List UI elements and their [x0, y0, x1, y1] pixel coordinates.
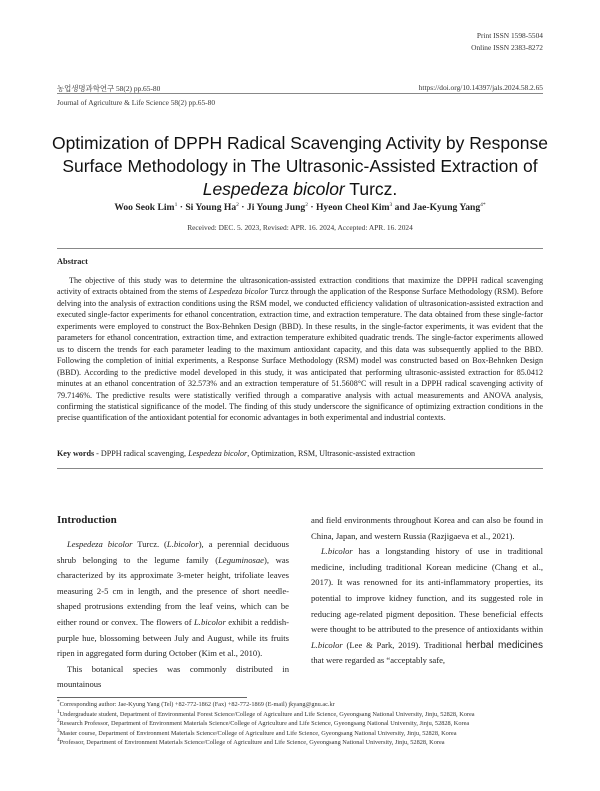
footnote [57, 719, 543, 729]
intro-paragraph [311, 544, 543, 669]
title-line-2: Surface Methodology in The Ultrasonic-Assisted Extraction of [62, 156, 538, 176]
submission-dates: Received: DEC. 5. 2023, Revised: APR. 16. 2024, Accepted: APR. 16. 2024 [187, 223, 413, 232]
author-name: Woo Seok Lim [114, 202, 175, 213]
author-name: Hyeon Cheol Kim [315, 202, 390, 213]
text-run: Turcz. ( [132, 539, 167, 549]
intro-paragraph: and field environments throughout Korea and can also be found in China, Japan, and western Russia (Razjigaeva et al., 2021). [311, 515, 543, 541]
journal-english: Journal of Agriculture & Life Science 58(2) pp.65-80 [57, 98, 216, 107]
text-run: exhibit a reddish-purple hue, blossoming between July and August, while its fruits ripen in aggregated form during October (Kim et al., 2010). [57, 616, 289, 659]
keywords-label: Key words [57, 449, 95, 458]
online-issn: Online ISSN 2383-8272 [471, 43, 543, 52]
footnote-mark: 3 [57, 727, 60, 734]
author-name: Si Young Ha [185, 202, 237, 213]
text-run: ), a perennial deciduous shrub belonging to the legume family ( [57, 539, 290, 565]
keywords-b: , Optimization, RSM, Ultrasonic-assisted extraction [247, 449, 416, 458]
title-species: Lespedeza bicolor [202, 179, 345, 199]
header-rule [57, 93, 543, 94]
journal-korean: 농업생명과학연구 58(2) pp.65-80 [57, 84, 161, 93]
footnote [57, 729, 543, 739]
intro-left-column [57, 537, 289, 693]
author-affil: 2 [305, 201, 308, 208]
print-issn: Print ISSN 1598-5504 [476, 31, 543, 40]
keywords [57, 449, 543, 458]
species-abbr: L.bicolor [321, 546, 353, 557]
species-abbr: L.bicolor [194, 616, 226, 627]
footnote-mark: 1 [57, 708, 60, 715]
abstract-bottom-rule [57, 468, 543, 469]
intro-paragraph [57, 537, 289, 662]
keywords-dash: - [94, 449, 101, 458]
abstract-part-a: The objective of this study was to determine the ultrasonication-assisted extraction conditions that maximize the DPPH radical scavenging activity of extracts obtained from the stems of [57, 276, 543, 297]
herbal-medicines: herbal medicines [465, 639, 543, 651]
intro-right-column [311, 513, 543, 669]
text-run: ), was characterized by its approximate 3-meter height, trifoliate leaves measuring 2-5 cm in length, and the presence of short needle-shaped protrusions extending from the leaf veins, which can be either round or convex. The flowers of [57, 554, 289, 627]
family-name: Leguminosae [218, 554, 264, 565]
footnote-mark: 2 [57, 717, 60, 724]
footnote-text: Undergraduate student, Department of Environmental Forest Science/College of Agriculture and Life Science, Gyeongsang National University, Jinju, 52828, Korea [59, 710, 475, 718]
title-line-3 [40, 178, 560, 201]
abstract-text [57, 275, 543, 424]
author-list: Woo Seok Lim$^1$ · Si Young $Ha^2 \cdot Ji$ Young Jung$^2$ · Hyeon Cheol Kim$^3$ and Jae-Kyung Yang$^{4*}$ [114, 201, 486, 213]
doi-link[interactable]: https://doi.org/10.14397/jals.2024.58.2.65 [418, 83, 543, 92]
footnotes [57, 700, 543, 748]
text-run: (Lee & Park, 2019). Traditional [342, 639, 466, 650]
footnote [57, 710, 543, 720]
footnote-text: Corresponding author: Jae-Kyung Yang (Tel) +82-772-1862 (Fax) +82-772-1869 (E-mail) jkyang@gnu.ac.kr [59, 701, 335, 708]
footnote-text: Professor, Department of Environment Materials Science/College of Agriculture and Life Science, Gyeongsang National University, Jinju, 52828, Korea [59, 739, 445, 746]
footnote [57, 700, 543, 710]
title-line-1: Optimization of DPPH Radical Scavenging Activity by Response [51, 133, 549, 153]
author-affil: 3 [389, 201, 393, 208]
footnote-mark: * [57, 698, 60, 705]
abstract-species: Lespedeza bicolor [208, 287, 268, 297]
author-affil: 1 [174, 201, 178, 208]
species-name: Lespedeza bicolor [67, 539, 133, 549]
author-name: Ji Young Jung [246, 202, 306, 213]
text-run: has a longstanding history of use in traditional medicine, including traditional Korean medicine (Chang et al., 2017). It was renowned for its anti-inflammatory properties, its potential to improve kidney function, and its suggested role in reducing age-related pigment deposition. These beneficial effects were thought to be attributed to the presence of antioxidants within [311, 546, 543, 635]
footnote-text: Research Professor, Department of Environment Materials Science/College of Agriculture and Life Science, Gyeongsang National University, Jinju, 52828, Korea [59, 720, 470, 727]
text-run: that were regarded as “acceptably safe, [311, 655, 446, 666]
author-affil: 4* [480, 201, 486, 208]
intro-heading: Introduction [57, 514, 117, 526]
keywords-a: DPPH radical scavenging, [100, 449, 189, 458]
abstract-heading: Abstract [57, 257, 88, 266]
author-affil: 2 [236, 201, 239, 208]
footnote-text: Master course, Department of Environment Materials Science/College of Agriculture and Life Science, Gyeongsang National University, Jinju, 52828, Korea [59, 729, 457, 737]
footnote-rule [57, 697, 247, 698]
title-line-3-rest: Turcz. [344, 179, 398, 199]
author-name: Jae-Kyung Yang [412, 202, 481, 213]
intro-paragraph: This botanical species was commonly distributed in mountainous [57, 663, 289, 690]
paper-title [40, 132, 560, 201]
species-abbr: L.bicolor [311, 639, 343, 650]
abstract-top-rule [57, 248, 543, 249]
footnote [57, 738, 543, 748]
species-abbr: L.bicolor [166, 539, 199, 549]
keywords-species: Lespedeza bicolor [188, 449, 248, 458]
footnote-mark: 4 [57, 736, 60, 743]
abstract-part-b: Turcz through the application of the Response Surface Methodology (RSM). Before delving into the analysis of extraction conditions using the RSM model, we conducted efficiency validation of ultrasonication-assisted extraction and executed single-factor experiments for ethanol concentration, extraction time, and extraction temperature. The data obtained from these single-factor experiments were employed to construct the Box-Behnken Design (BBD). In these results, in the single-factor experiments, it was evident that the parameters for ethanol concentration, extraction time, and extraction temperature exhibited quadratic trends. The single-factor experiments allowed us to discern the trends for each parameter leading to the maximum antioxidant capacity, and this data was subsequently applied to the BBD. Following the completion of initial experiments, a Response Surface Methodology (RSM) model was constructed based on Box-Behnken Design (BBD). According to the predictive model developed in this study, it was anticipated that performing ultrasonic-assisted extraction for 85.0412 minutes at an ethanol concentration of 32.573% and an extraction temperature of 51.5608°C will result in a DPPH radical scavenging activity of 79.7146%. The predictive results were statistically verified through a comparative analysis with actual measurements and ANOVA analysis, confirming the statistical significance of the model. The finding of this study underscore the significance of optimizing extraction conditions in the precise quantification of the antioxidant potential for economic advantages in both experimental and industrial contexts. [57, 287, 543, 423]
